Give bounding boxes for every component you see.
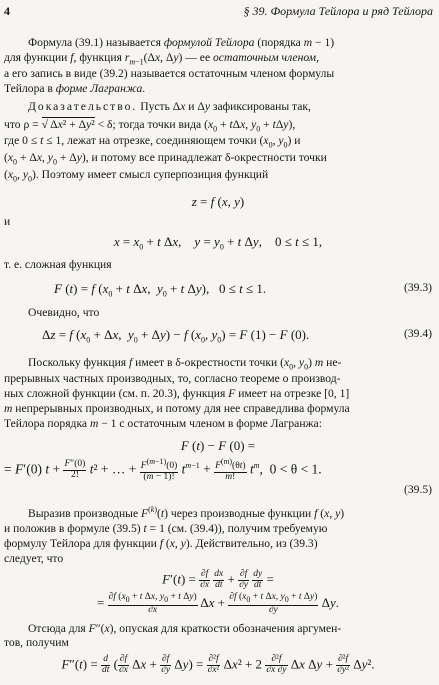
text-line: тов, получим	[4, 636, 69, 650]
text-line: ных сложной функции (см. п. 20.3), функция F имеет на отрезке [0, 1]	[4, 387, 350, 401]
page-number: 4	[4, 4, 10, 18]
text-line: Очевидно, что	[28, 305, 100, 319]
text-line: формулу Тейлора для функции f (x, y). Действительно, из (39.3)	[4, 536, 318, 550]
text-line: Формула (39.1) называется формулой Тейлора (порядка m − 1)	[28, 36, 335, 49]
text-line: и	[4, 214, 11, 228]
equation: = $\frac{\partial f (x_0 + t \Delta x, y_0 + t \Delta y)}{\partial x}$ Δx + $\frac{\partial f (x_0 + t \Delta x, y_0 + t \Delta y)}{\partial y}$ Δy.	[96, 592, 340, 615]
equation: F′(t) = $\frac{\partial f}{\partial x}$ $\frac{dx}{dt}$ + $\frac{\partial f}{\partial y}$ $\frac{dy}{dt}$ =	[162, 569, 274, 591]
text-line: где 0 ≤ t ≤ 1, лежат на отрезке, соединяющем точки ($x_0$, $y_0$) и	[4, 134, 301, 150]
equation-row	[4, 281, 432, 300]
text-line: следует, что	[4, 551, 64, 565]
equation: Δz = f ($x_0 + \Delta x$, $y_0 + \Delta y) - f$ ($x_0$, $y_0) = F$ (1) − F (0).	[42, 326, 310, 345]
text-line: Выразив производные $F^{(k)}(t)$ через производные функции f (x, y)	[28, 505, 345, 521]
page-header	[4, 4, 433, 20]
text-line: а его запись в виде (39.2) называется остаточным членом формулы	[4, 67, 335, 81]
equation-number: (39.5)	[403, 483, 432, 497]
text-line: Поскольку функция f имеет в δ-окрестности точки ($x_0$, $y_0$) m не-	[28, 355, 342, 371]
running-head: § 39. Формула Тейлора и ряд Тейлора	[243, 4, 433, 18]
equation: z = f (x, y)	[191, 194, 245, 210]
equation: F (t) − F (0) =	[180, 437, 256, 453]
equation: F (t) = f ($x_0 + t$ Δx, $y_0 + t$ Δy), 0 ≤ t ≤ 1.	[54, 281, 267, 299]
text-line: что ρ = √ Δx² + Δy² < δ; тогда точки вида ($x_0 + t\Delta x$, $y_0 + t\Delta y$),	[4, 117, 296, 134]
text-line: Тейлора в форме Лагранжа.	[4, 82, 146, 96]
text-line: ($x_0 + \Delta x$, $y_0 + \Delta y$), и потому все принадлежат δ-окрестности точки	[4, 150, 327, 167]
equation: = F′(0) t + $\frac{F''(0)}{2!}$ t² + … + $\frac{F^{(m-1)}(0)}{(m - 1)!}$ $t^{m-1}$ + $\frac{F^{(m)}(\theta t)}{m!}$ $t^m$, 0 < θ < 1.	[4, 457, 322, 483]
equation-row	[4, 483, 432, 497]
text-line: для функции f, функция $r_{m-1}(\Delta x$, Δy) — ее остаточным членом,	[4, 50, 319, 67]
equation-row	[4, 327, 432, 346]
equation: F″(t) = $\frac{d}{dt}$ ( $\frac{\partial f}{\partial x}$ Δx + $\frac{\partial f}{\partial y}$ Δy) = $\frac{\text{∂²f}}{\text{∂x²}}$ Δx² + 2 $\frac{\text{∂²f}}{\partial x \partial y}$ Δx Δy + $\frac{\text{∂²f}}{\text{∂y²}}$ Δy².	[61, 654, 375, 676]
text-line: Отсюда для F″(x), опуская для краткости обозначения аргумен-	[28, 621, 342, 635]
text-line: ($x_0$, $y_0$). Поэтому имеет смысл суперпозиция функций	[4, 167, 269, 183]
text-line: т. е. сложная функция	[4, 258, 112, 272]
text-line: и положив в формуле (39.5) t = 1 (см. (39.4)), получим требуемую	[4, 521, 328, 535]
text-line: Тейлора порядка m − 1 с остаточным членом в форме Лагранжа:	[4, 416, 322, 430]
text-line: Доказательство. Пусть Δx и Δy зафиксированы так,	[28, 100, 311, 114]
text-line: m непрерывных производных, и потому для нее справедлива формула	[4, 401, 350, 415]
equation: $x = x_0 + t$ Δx, $y = y_0 + t$ Δy, 0 ≤ t ≤ 1,	[113, 233, 323, 252]
text-line: прерывных частных производных, то, согласно теореме о производ-	[4, 372, 341, 386]
equation-number: (39.4)	[403, 326, 432, 340]
page-body	[4, 30, 432, 676]
equation-number: (39.3)	[403, 281, 432, 295]
